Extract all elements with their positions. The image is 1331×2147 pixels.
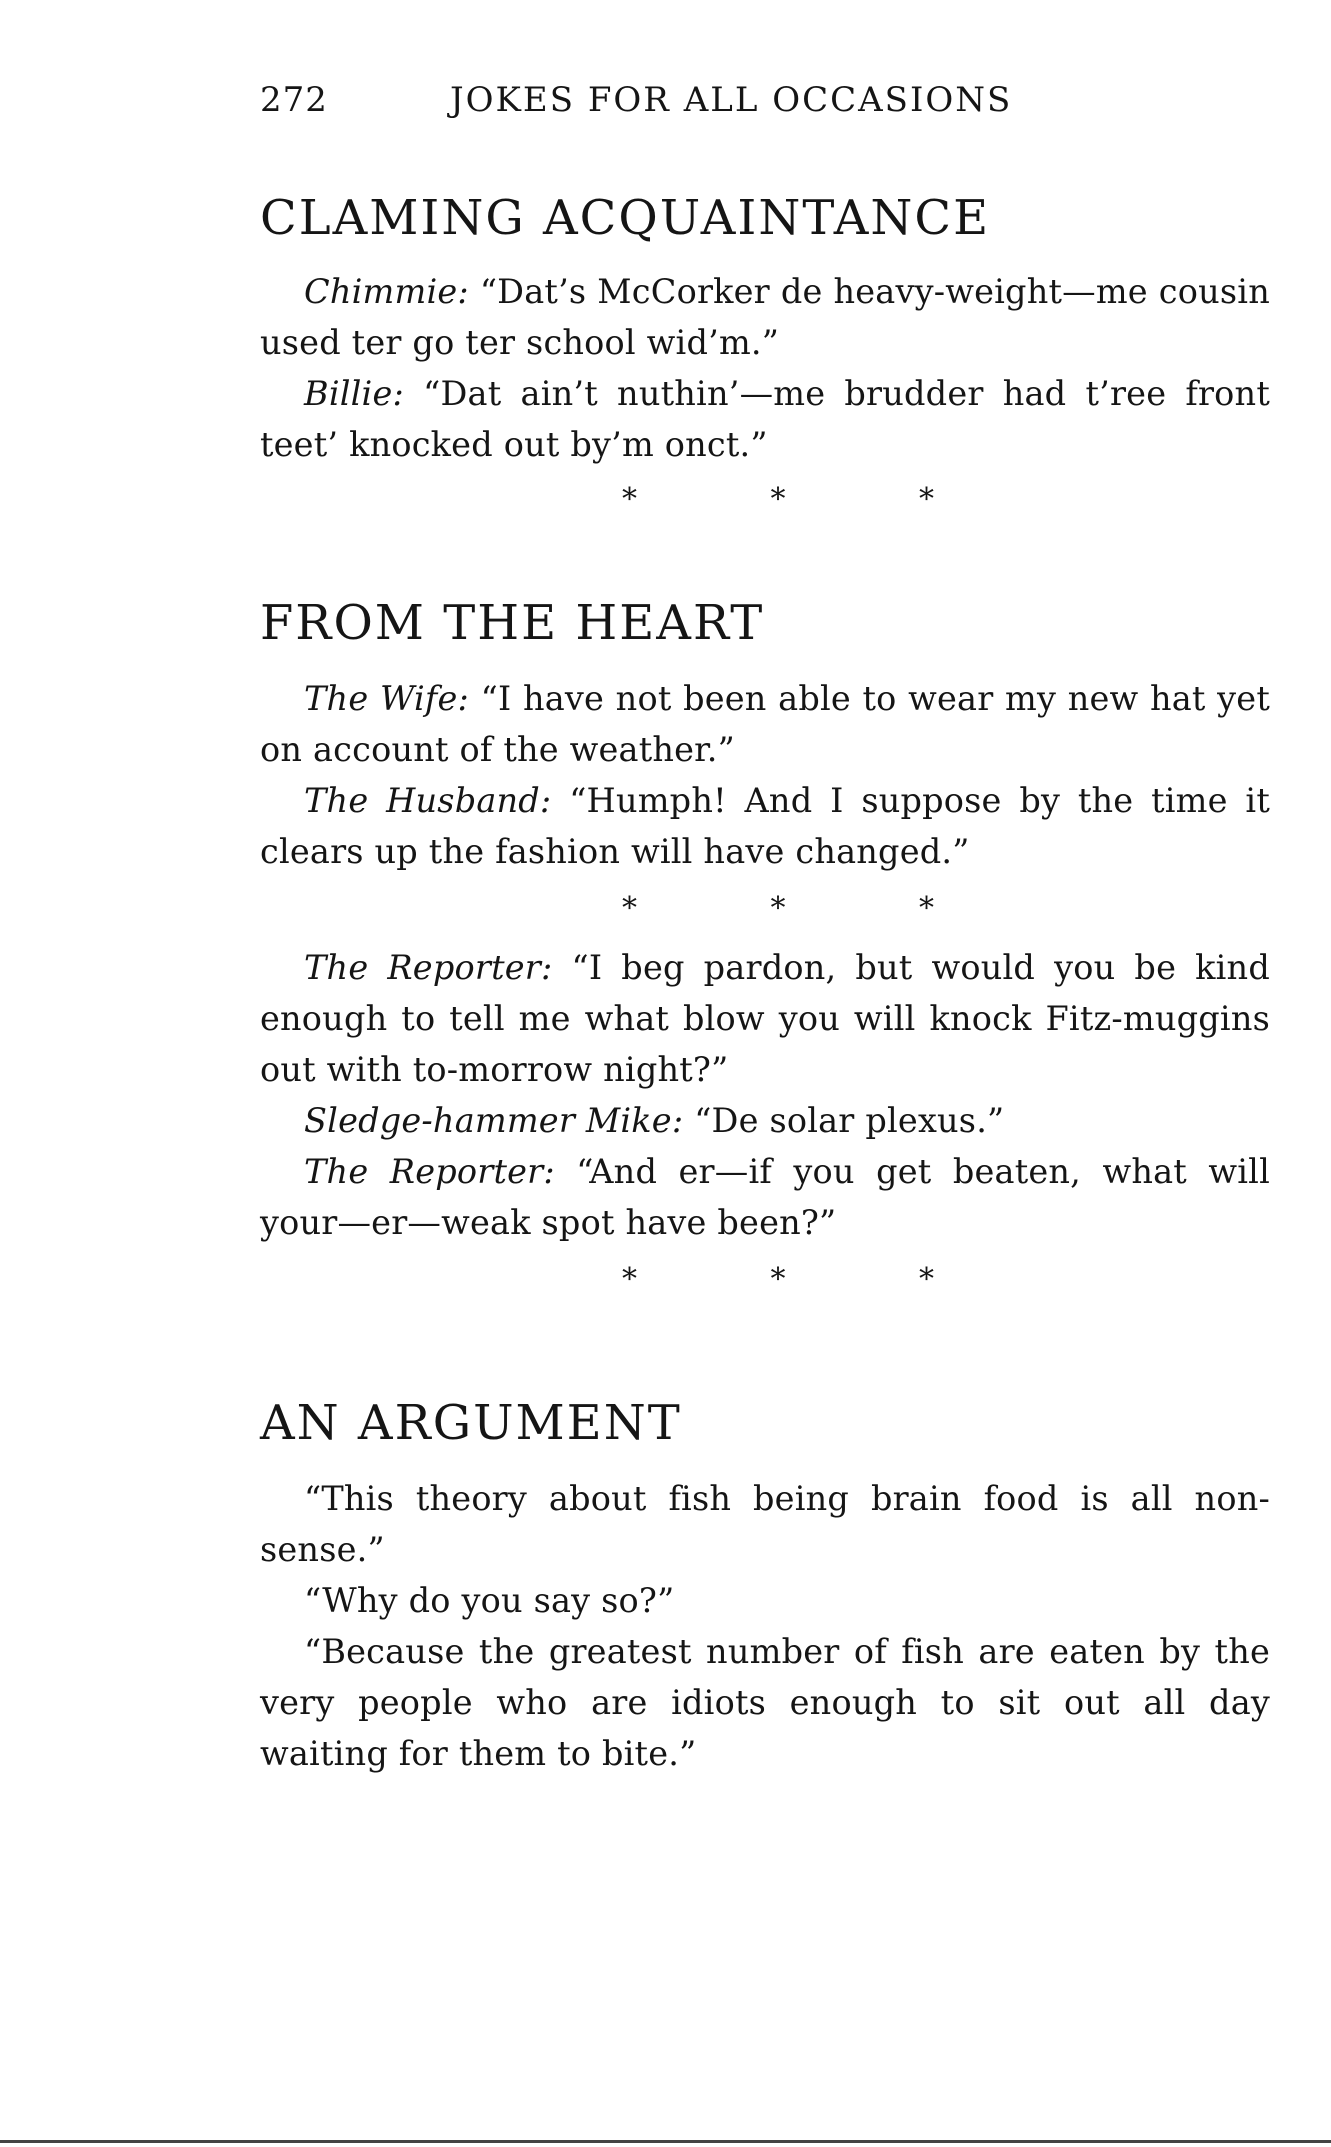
dialogue-text: “Because the greatest number of fish are eaten by the very people who are idiots enough to sit out all day waiting for them to bite.” [260,1632,1270,1773]
separator-stars: * * * [621,891,997,926]
section-claming-acquaintance [260,190,1270,517]
dialogue-text: “I have not been able to wear my new hat yet on account of the weather.” [260,679,1270,769]
dialogue-text: “Dat’s McCorker de heavy-weight—me cousin used ter go ter school wid’m.” [260,272,1270,362]
dialogue-text: “And er—if you get beaten, what will your—er—weak spot have been?” [260,1152,1270,1242]
dialogue-paragraph [260,942,1270,1095]
dialogue-text: “Humph! And I suppose by the time it clears up the fashion will have changed.” [260,781,1271,871]
speaker-name: Chimmie: [304,272,469,311]
section-heading: CLAMING ACQUAINTANCE [260,190,991,246]
page-number: 272 [260,80,328,120]
running-head [260,80,1270,140]
section-an-argument [260,1395,1270,1779]
separator-stars: * * * [621,482,997,517]
dialogue-text: “De solar plexus.” [694,1101,1005,1140]
book-title: JOKES FOR ALL OCCASIONS [450,80,1013,120]
dialogue-paragraph [260,368,1270,470]
dialogue-paragraph [260,1626,1270,1779]
speaker-name: The Reporter: [304,1152,555,1191]
speaker-name: Billie: [304,374,404,413]
dialogue-paragraph [260,266,1270,368]
book-page [260,80,1270,1779]
section-reporter-dialogue [260,942,1270,1297]
dialogue-paragraph [260,1146,1270,1248]
section-heading: FROM THE HEART [260,595,765,651]
speaker-name: The Husband: [304,781,552,820]
speaker-name: Sledge-hammer Mike: [304,1101,684,1140]
dialogue-paragraph [260,673,1270,775]
dialogue-text: “Why do you say so?” [304,1581,675,1620]
speaker-name: The Wife: [304,679,470,718]
section-heading: AN ARGUMENT [260,1395,682,1451]
speaker-name: The Reporter: [304,948,553,987]
page-bottom-edge [0,2140,1331,2143]
section-from-the-heart [260,595,1270,926]
dialogue-text: “Dat ain’t nuthin’—me brudder had t’ree front teet’ knocked out by’m onct.” [260,374,1270,464]
dialogue-text: “This theory about fish being brain food is all non-sense.” [260,1479,1270,1569]
dialogue-paragraph [260,1095,1270,1146]
separator-stars: * * * [621,1262,997,1297]
dialogue-paragraph [260,1473,1270,1575]
dialogue-paragraph [260,1575,1270,1626]
dialogue-paragraph [260,775,1270,877]
dialogue-text: “I beg pardon, but would you be kind enough to tell me what blow you will knock Fitz-muggins out with to-morrow night?” [260,948,1270,1089]
